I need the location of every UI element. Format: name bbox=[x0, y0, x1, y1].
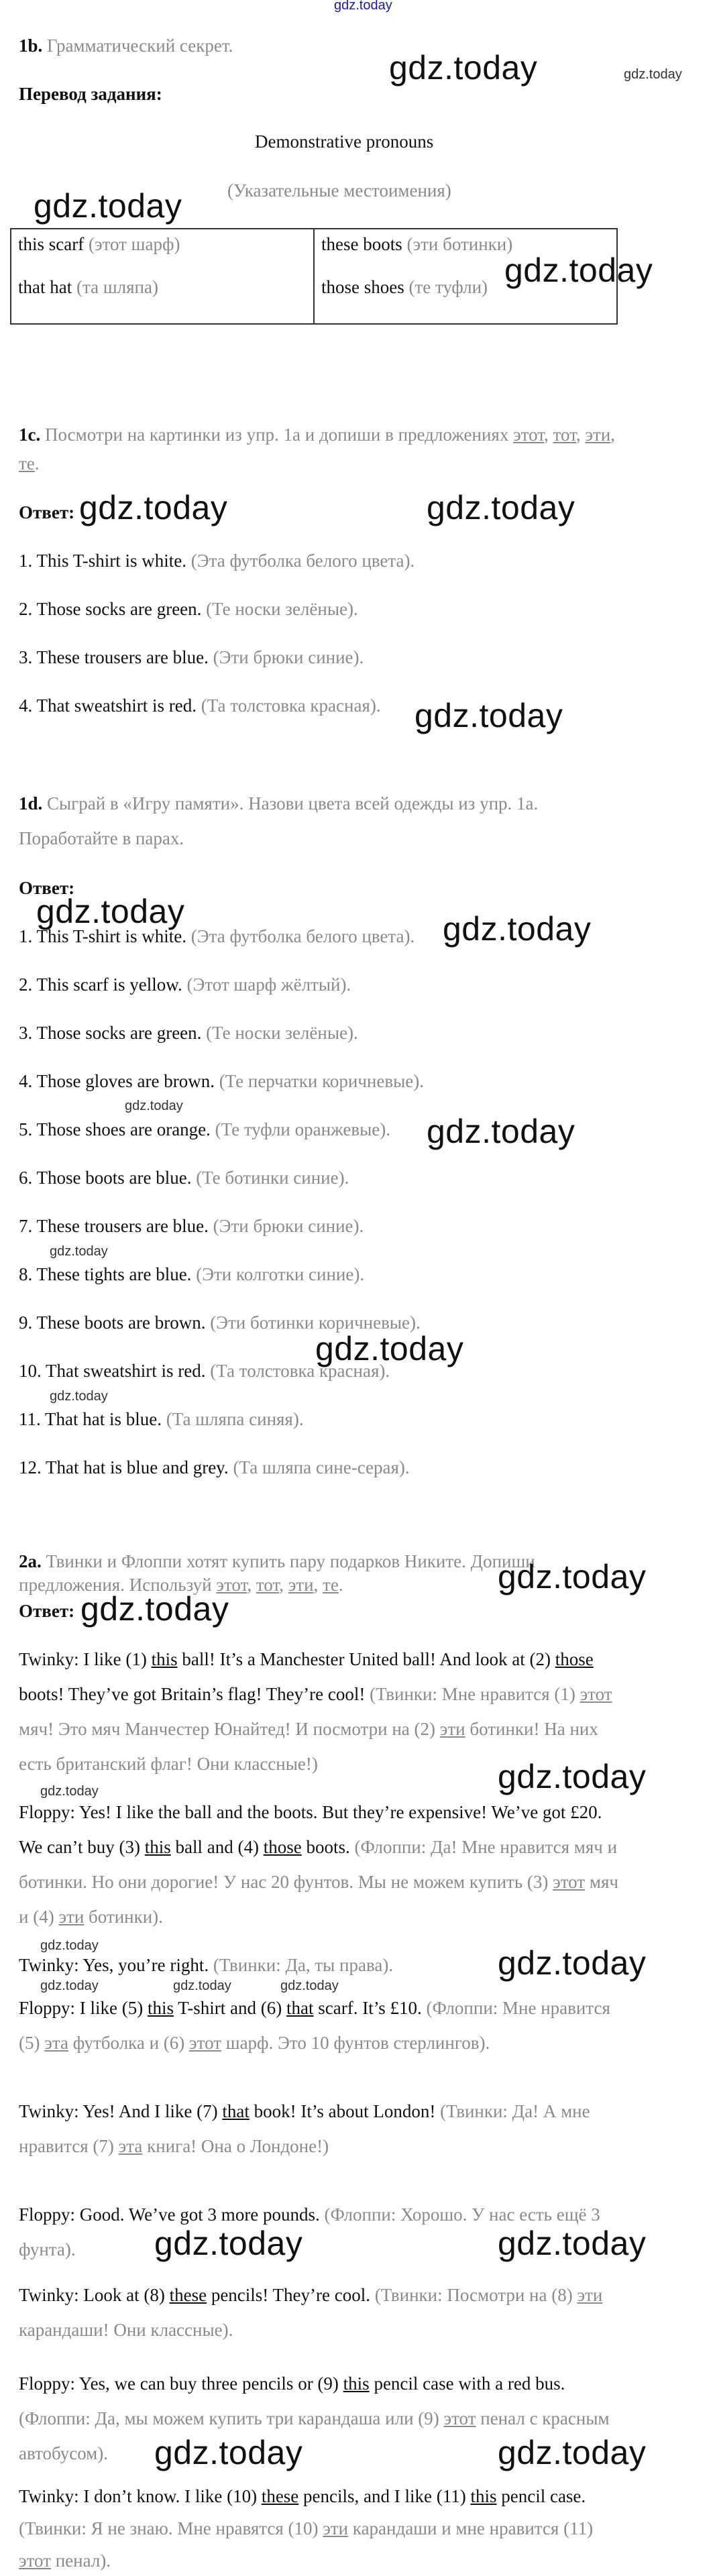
dialogue-line: автобусом). bbox=[19, 2443, 109, 2463]
watermark: gdz.today bbox=[624, 67, 682, 82]
keyword: тот bbox=[256, 1575, 280, 1595]
answer-label: Ответ: bbox=[19, 1601, 75, 1621]
exercise-task: Сыграй в «Игру памяти». Назови цвета всей одежды из упр. 1a. bbox=[47, 793, 539, 814]
watermark: gdz.today bbox=[498, 1944, 647, 1982]
answer-line: 6. Those boots are blue. (Те ботинки синие). bbox=[19, 1168, 349, 1188]
answer-line: 9. These boots are brown. (Эти ботинки коричневые). bbox=[19, 1312, 421, 1333]
answer-line: 12. That hat is blue and grey. (Та шляпа сине-серая). bbox=[19, 1457, 410, 1477]
table-item-en: that hat bbox=[18, 277, 72, 297]
watermark: gdz.today bbox=[415, 697, 563, 734]
exercise-1d-heading bbox=[19, 791, 538, 816]
watermark: gdz.today bbox=[34, 187, 182, 225]
watermark: gdz.today bbox=[80, 1590, 229, 1628]
dialogue-line: нравится (7) эта книга! Она о Лондоне!) bbox=[19, 2136, 329, 2156]
exercise-task: предложения. Используй bbox=[19, 1575, 212, 1595]
watermark: gdz.today bbox=[389, 49, 538, 87]
answer-line: 2. Those socks are green. (Те носки зелёные). bbox=[19, 599, 358, 619]
watermark: gdz.today bbox=[498, 2225, 647, 2262]
watermark: gdz.today bbox=[36, 893, 185, 930]
keyword: тот bbox=[553, 425, 576, 445]
answer-line: 10. That sweatshirt is red. (Та толстовка красная). bbox=[19, 1361, 390, 1381]
table-item-en: these boots bbox=[321, 234, 402, 254]
dialogue-line: boots! They’ve got Britain’s flag! They’re cool! (Твинки: Мне нравится (1) этот bbox=[19, 1684, 612, 1704]
watermark: gdz.today bbox=[498, 1558, 647, 1595]
translation-heading: Перевод задания: bbox=[19, 84, 162, 104]
table-item bbox=[321, 275, 488, 299]
exercise-1c-heading: 1c. Посмотри на картинки из упр. 1а и допиши в предложениях этот, тот, эти, bbox=[19, 425, 615, 445]
dialogue-line: этот пенал). bbox=[19, 2551, 111, 2571]
dialogue-line: (5) эта футболка и (6) этот шарф. Это 10 фунтов стерлингов). bbox=[19, 2033, 490, 2053]
dialogue-line: Floppy: Yes, we can buy three pencils or (9) this pencil case with a red bus. bbox=[19, 2373, 565, 2394]
table-item-ru: (этот шарф) bbox=[88, 234, 180, 254]
dialogue-line: есть британский флаг! Они классные!) bbox=[19, 1754, 318, 1774]
exercise-task-cont: Поработайте в парах. bbox=[19, 828, 184, 848]
watermark: gdz.today bbox=[40, 1978, 99, 1993]
exercise-task: Посмотри на картинки из упр. 1а и допиши в предложениях bbox=[44, 425, 509, 445]
answer-line: 1. This T-shirt is white. (Эта футболка белого цвета). bbox=[19, 926, 415, 946]
subtitle-ru: (Указательные местоимения) bbox=[227, 180, 451, 201]
keyword: эти bbox=[288, 1575, 314, 1595]
exercise-1c-heading-cont: те. bbox=[19, 453, 40, 473]
keyword: этот bbox=[513, 425, 545, 445]
answer-line: 1. This T-shirt is white. (Эта футболка белого цвета). bbox=[19, 551, 415, 571]
keyword: эти bbox=[585, 425, 611, 445]
answer-line: 3. Those socks are green. (Те носки зелёные). bbox=[19, 1023, 358, 1043]
dialogue-line: ботинки. Но они дорогие! У нас 20 фунтов. Мы не можем купить (3) этот мяч bbox=[19, 1872, 618, 1892]
answer-label: Ответ: bbox=[19, 878, 75, 898]
watermark: gdz.today bbox=[427, 1113, 575, 1150]
watermark: gdz.today bbox=[173, 1978, 231, 1993]
answer-line: 4. That sweatshirt is red. (Та толстовка красная). bbox=[19, 695, 381, 716]
watermark: gdz.today bbox=[40, 1784, 99, 1799]
keyword: этот bbox=[216, 1575, 248, 1595]
subtitle-en: Demonstrative pronouns bbox=[255, 131, 434, 152]
answer-line: 5. Those shoes are orange. (Те туфли оранжевые). bbox=[19, 1119, 390, 1139]
watermark: gdz.today bbox=[443, 910, 592, 948]
answer-line: 11. That hat is blue. (Та шляпа синяя). bbox=[19, 1409, 304, 1429]
dialogue-line: и (4) эти ботинки). bbox=[19, 1907, 163, 1927]
dialogue-line: Twinky: Yes, you’re right. (Твинки: Да, ты права). bbox=[19, 1955, 394, 1975]
table-item-ru: (эти ботинки) bbox=[406, 234, 513, 254]
exercise-title: Грамматический секрет. bbox=[47, 36, 233, 56]
watermark: gdz.today bbox=[40, 1938, 99, 1953]
watermark: gdz.today bbox=[50, 1244, 108, 1259]
dialogue-line: Floppy: Good. We’ve got 3 more pounds. (Флоппи: Хорошо. У нас есть ещё 3 bbox=[19, 2204, 600, 2225]
answer-line: 2. This scarf is yellow. (Этот шарф жёлтый). bbox=[19, 974, 351, 995]
dialogue-line: (Твинки: Я не знаю. Мне нравятся (10) эти карандаши и мне нравится (11) bbox=[19, 2518, 594, 2538]
dialogue-line: Twinky: Look at (8) these pencils! They’re cool. (Твинки: Посмотри на (8) эти bbox=[19, 2285, 603, 2305]
keyword: те bbox=[19, 453, 35, 473]
watermark: gdz.today bbox=[79, 489, 228, 526]
table-item-en: this scarf bbox=[18, 234, 85, 254]
table-item bbox=[321, 232, 512, 256]
answer-line: 7. These trousers are blue. (Эти брюки синие). bbox=[19, 1216, 364, 1236]
dialogue-line: фунта). bbox=[19, 2239, 76, 2259]
dialogue-line: мяч! Это мяч Манчестер Юнайтед! И посмотри на (2) эти ботинки! На них bbox=[19, 1719, 598, 1739]
exercise-1b-heading bbox=[19, 34, 233, 58]
watermark: gdz.today bbox=[498, 1758, 647, 1795]
keyword: те bbox=[323, 1575, 339, 1595]
dialogue-line: Twinky: Yes! And I like (7) that book! It’s about London! (Твинки: Да! А мне bbox=[19, 2101, 590, 2121]
dialogue-line: Twinky: I like (1) this ball! It’s a Manchester United ball! And look at (2) those bbox=[19, 1649, 594, 1669]
table-item-en: those shoes bbox=[321, 277, 404, 297]
watermark: gdz.today bbox=[50, 1389, 108, 1404]
watermark: gdz.today bbox=[315, 1330, 464, 1367]
dialogue-line: Twinky: I don’t know. I like (10) these pencils, and I like (11) this pencil case. bbox=[19, 2486, 586, 2506]
watermark: gdz.today bbox=[498, 2434, 647, 2471]
watermark: gdz.today bbox=[504, 251, 653, 289]
dialogue-line: карандаши! Они классные). bbox=[19, 2320, 233, 2340]
exercise-number: 1d. bbox=[19, 793, 43, 814]
table-cell-left bbox=[11, 229, 314, 324]
table-item-ru: (те туфли) bbox=[408, 277, 488, 297]
answer-line: 4. Those gloves are brown. (Те перчатки коричневые). bbox=[19, 1071, 424, 1091]
table-item bbox=[18, 232, 180, 256]
exercise-task: Твинки и Флоппи хотят купить пару подарков Никите. Допиши bbox=[46, 1551, 535, 1571]
watermark: gdz.today bbox=[154, 2225, 303, 2262]
table-item bbox=[18, 275, 158, 299]
dialogue-line: Floppy: I like (5) this T-shirt and (6) that scarf. It’s £10. (Флоппи: Мне нравится bbox=[19, 1998, 610, 2018]
exercise-number: 1b. bbox=[19, 36, 43, 56]
answer-label: Ответ: bbox=[19, 502, 75, 522]
exercise-number: 1c. bbox=[19, 425, 41, 445]
watermark: gdz.today bbox=[427, 489, 575, 526]
exercise-number: 2a. bbox=[19, 1551, 42, 1571]
dialogue-line: (Флоппи: Да, мы можем купить три карандаша или (9) этот пенал с красным bbox=[19, 2408, 610, 2428]
watermark: gdz.today bbox=[280, 1978, 339, 1993]
watermark: gdz.today bbox=[154, 2434, 303, 2471]
answer-line: 8. These tights are blue. (Эти колготки синие). bbox=[19, 1264, 365, 1284]
dialogue-line: Floppy: Yes! I like the ball and the boots. But they’re expensive! We’ve got £20. bbox=[19, 1802, 602, 1822]
dialogue-line: We can’t buy (3) this ball and (4) those boots. (Флоппи: Да! Мне нравится мяч и bbox=[19, 1837, 618, 1857]
watermark-top: gdz.today bbox=[334, 0, 392, 13]
exercise-2a-heading-cont: предложения. Используй этот, тот, эти, те. bbox=[19, 1575, 343, 1595]
watermark: gdz.today bbox=[125, 1099, 183, 1113]
table-item-ru: (та шляпа) bbox=[76, 277, 158, 297]
answer-line: 3. These trousers are blue. (Эти брюки синие). bbox=[19, 647, 364, 667]
